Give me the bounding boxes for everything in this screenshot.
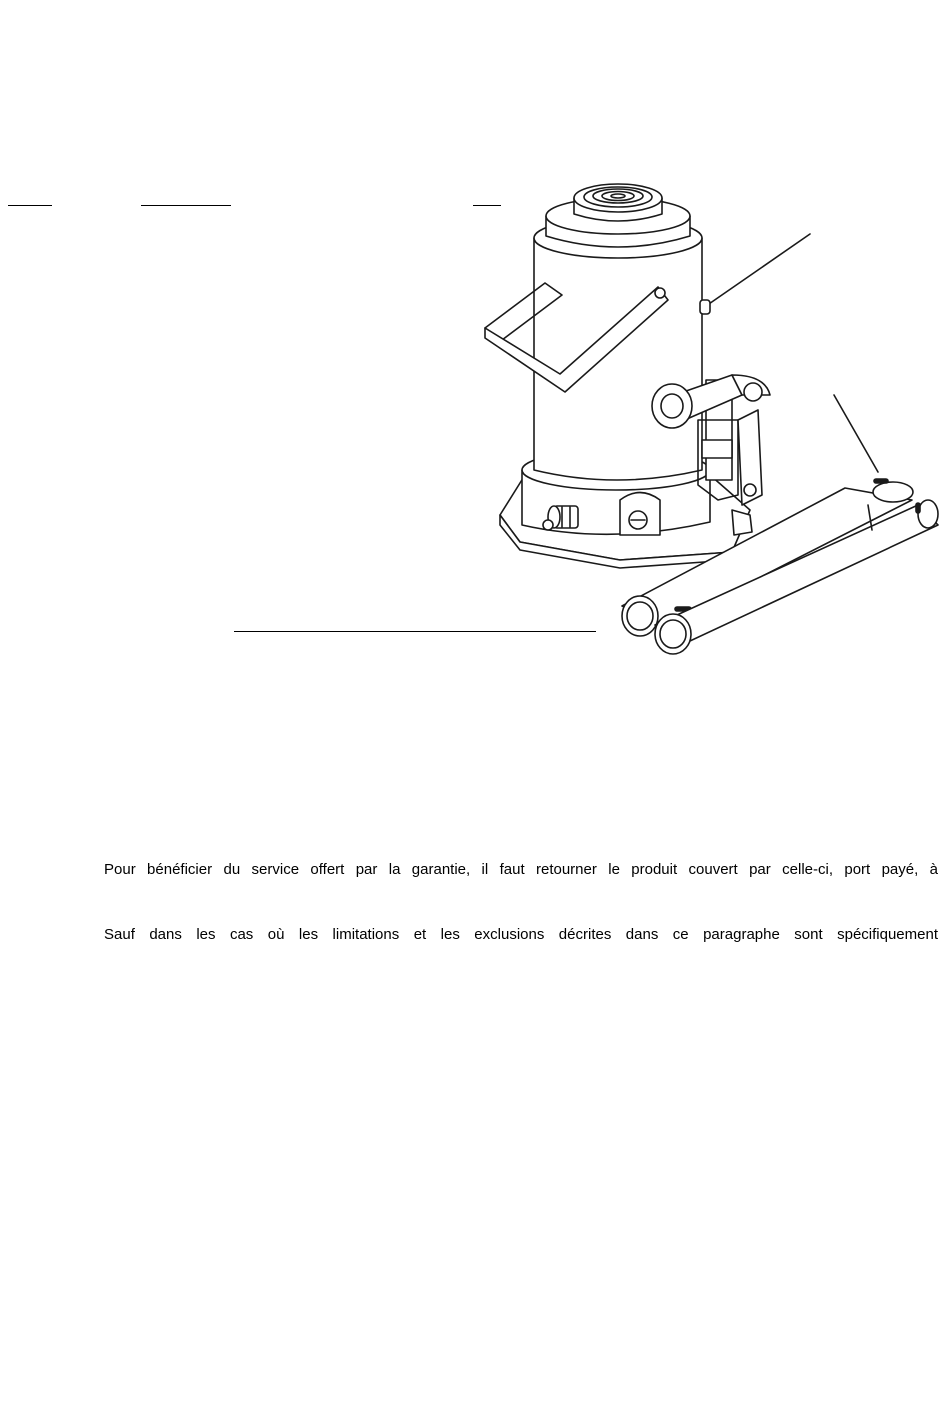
table-header-rule (141, 205, 231, 206)
bottle-jack-illustration (470, 170, 950, 660)
table-header-rule (8, 205, 52, 206)
warranty-paragraph: Pour bénéficier du service offert par la garantie, il faut retourner le produit couvert par celle-ci, port payé, à (104, 861, 938, 878)
limitations-paragraph: Sauf dans les cas où les limitations et les exclusions décrites dans ce paragraphe sont spécifiquement (104, 926, 938, 943)
